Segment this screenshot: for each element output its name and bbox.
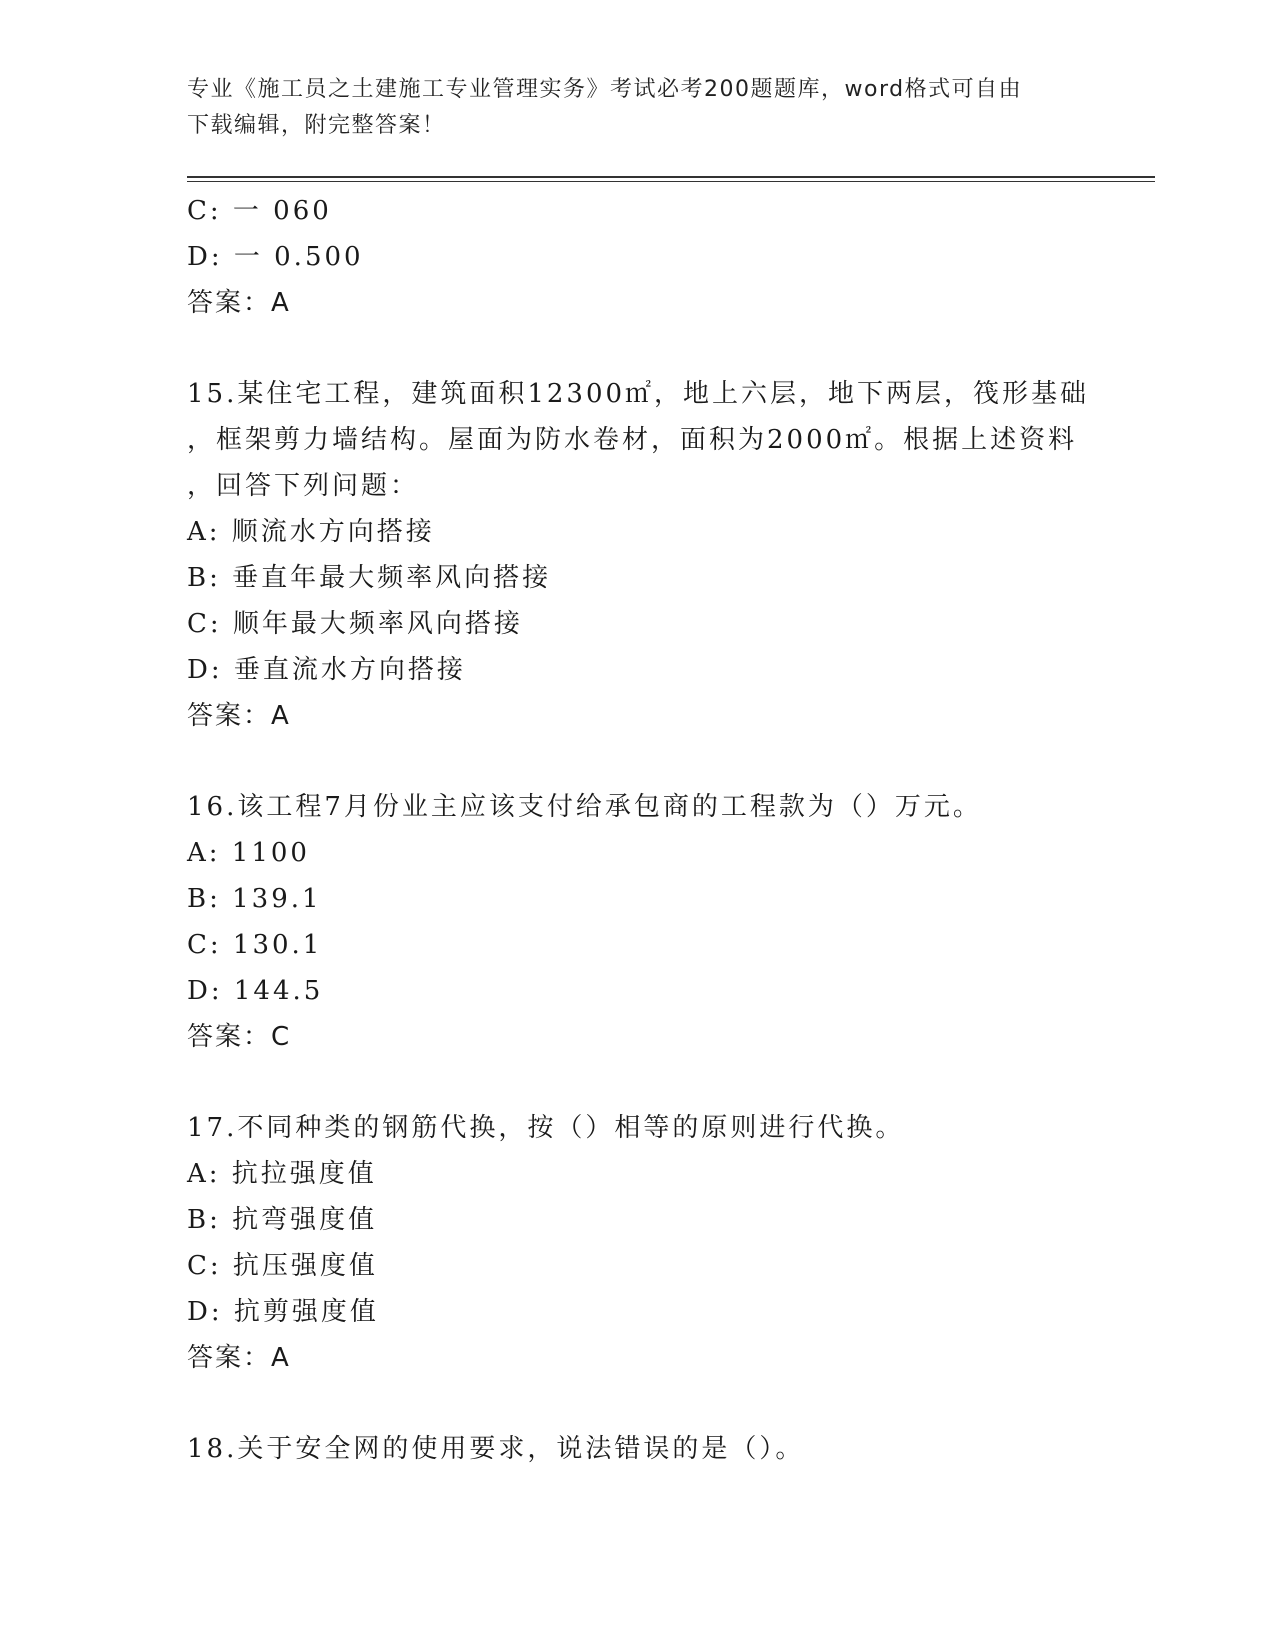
option-d: D: 一 0.500	[187, 242, 364, 272]
spacer	[187, 326, 1087, 371]
header-rule-thin	[187, 181, 1155, 182]
option-c: C: 顺年最大频率风向搭接	[187, 609, 523, 639]
spacer	[187, 1060, 1087, 1105]
question-text-line: 15.某住宅工程，建筑面积12300㎡，地上六层，地下两层，筏形基础	[187, 379, 1090, 409]
header-line-2: 下载编辑，附完整答案！	[187, 113, 446, 138]
question-block-prev	[187, 188, 1087, 326]
question-block-16	[187, 784, 1067, 1060]
option-a: A: 1100	[187, 838, 310, 868]
option-a: A: 顺流水方向搭接	[187, 517, 435, 547]
question-block-17	[187, 1105, 1067, 1381]
header-line-1: 专业《施工员之土建施工专业管理实务》考试必考200题题库，word格式可自由	[187, 77, 1023, 102]
option-d: D: 抗剪强度值	[187, 1297, 379, 1327]
option-b: B: 垂直年最大频率风向搭接	[187, 563, 552, 593]
question-block-15	[187, 371, 1090, 739]
spacer	[187, 739, 1087, 784]
question-text-line: 17.不同种类的钢筋代换，按（）相等的原则进行代换。	[187, 1113, 905, 1143]
option-b: B: 139.1	[187, 884, 322, 914]
option-c: C: 抗压强度值	[187, 1251, 378, 1281]
question-block-18	[187, 1426, 1067, 1472]
spacer	[187, 1381, 1087, 1426]
answer: 答案：C	[187, 1022, 292, 1052]
document-header	[187, 72, 1067, 144]
question-text-line: 18.关于安全网的使用要求，说法错误的是（）。	[187, 1434, 805, 1464]
option-d: D: 垂直流水方向搭接	[187, 655, 466, 685]
option-c: C: 一 060	[187, 196, 332, 226]
option-a: A: 抗拉强度值	[187, 1159, 377, 1189]
option-d: D: 144.5	[187, 976, 324, 1006]
question-text-line: 16.该工程7月份业主应该支付给承包商的工程款为（）万元。	[187, 792, 982, 822]
answer: 答案：A	[187, 701, 291, 731]
header-rule-thick	[187, 176, 1155, 178]
answer: 答案：A	[187, 1343, 291, 1373]
option-b: B: 抗弯强度值	[187, 1205, 378, 1235]
question-text-line: ，框架剪力墙结构。屋面为防水卷材，面积为2000㎡。根据上述资料	[187, 425, 1078, 455]
question-text-line: ，回答下列问题：	[187, 471, 420, 501]
document-body	[187, 188, 1090, 1472]
answer: 答案：A	[187, 288, 291, 318]
option-c: C: 130.1	[187, 930, 323, 960]
